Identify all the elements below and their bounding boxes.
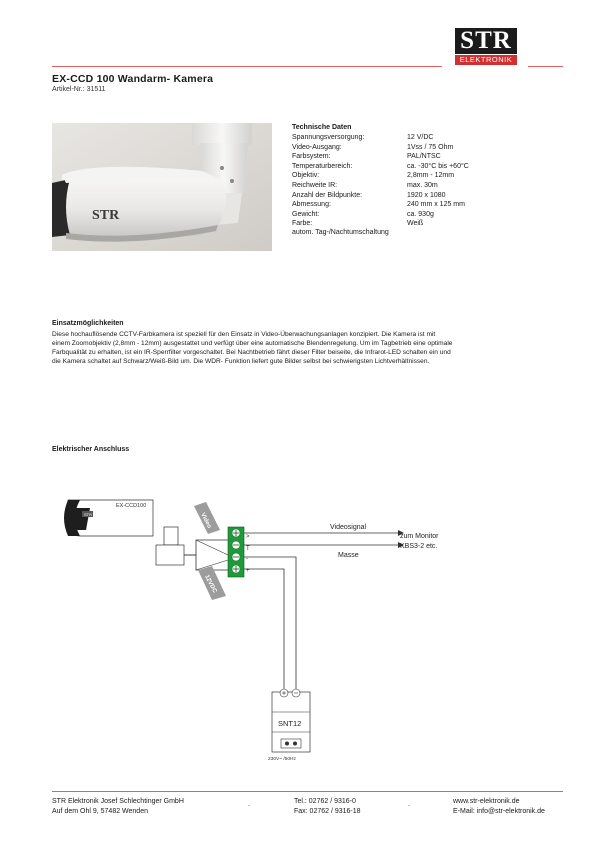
spec-value: 240 mm x 125 mm xyxy=(407,201,465,209)
mount-arm xyxy=(164,527,178,545)
power-tag xyxy=(198,566,226,600)
spec-note: autom. Tag-/Nachtumschaltung xyxy=(292,229,389,236)
footer-separator-2: . xyxy=(408,801,410,808)
mount-base xyxy=(156,545,184,565)
camera-symbol xyxy=(64,500,153,536)
monitor-label-line2: KBS3-2 etc. xyxy=(400,543,438,550)
footer-company xyxy=(52,797,184,817)
footer-web-link[interactable]: www.str-elektronik.de xyxy=(453,798,520,805)
camera-mark: STR xyxy=(84,512,92,517)
logo-subtext: ELEKTRONIK xyxy=(455,55,517,65)
svg-text:>: > xyxy=(246,534,250,540)
spec-value: 1920 x 1080 xyxy=(407,191,446,199)
logo-text: STR xyxy=(455,28,517,54)
camera-model-label: EX-CCD100 xyxy=(116,503,147,509)
article-number: Artikel-Nr.: 31511 xyxy=(52,86,106,93)
psu-label: SNT12 xyxy=(278,719,302,728)
spec-label: Reichweite IR: xyxy=(292,182,338,189)
mains-label: 230V~ /50Hz xyxy=(268,757,296,762)
spec-label: Anzahl der Bildpunkte: xyxy=(292,191,363,199)
footer-company-name: STR Elektronik Josef Schlechtinger GmbH xyxy=(52,798,184,805)
footer-rule xyxy=(52,791,563,792)
usage-heading: Einsatzmöglichkeiten xyxy=(52,320,124,327)
spec-value: 12 V/DC xyxy=(407,134,434,141)
videosignal-label: Videosignal xyxy=(330,524,367,531)
terminal-block xyxy=(228,527,244,577)
specs-heading: Technische Daten xyxy=(292,124,352,131)
footer-tel: Tel.: 02762 / 9316-0 xyxy=(294,798,356,805)
psu-snt12 xyxy=(272,689,310,752)
usage-line: Diese hochauflösende CCTV-Farbkamera ist speziell für den Einsatz in Video-Überwachungsanlagen konzipiert. Die Kamera ist mit xyxy=(52,331,436,338)
page-title: EX-CCD 100 Wandarm- Kamera xyxy=(52,73,214,85)
monitor-label-line1: zum Monitor xyxy=(400,533,439,540)
spec-value: ca. 930g xyxy=(407,210,434,218)
masse-label: Masse xyxy=(338,552,359,559)
footer-fax: Fax: 02762 / 9316-18 xyxy=(294,808,361,815)
wiring-heading: Elektrischer Anschluss xyxy=(52,446,130,453)
spec-value: PAL/NTSC xyxy=(407,153,441,161)
spec-label: Temperaturbereich: xyxy=(292,162,353,170)
photo-brand-mark: STR xyxy=(92,208,120,223)
svg-text:+: + xyxy=(246,568,250,574)
spec-value: ca. -30°C bis +60°C xyxy=(407,162,469,170)
spec-label: Objektiv: xyxy=(292,172,320,180)
footer-contact xyxy=(453,797,545,817)
spec-label: Gewicht: xyxy=(292,210,320,218)
spec-label: Spannungsversorgung: xyxy=(292,134,365,141)
svg-text:-: - xyxy=(246,556,248,562)
footer-separator-1: . xyxy=(248,801,250,808)
footer-email-link[interactable]: E-Mail: info@str-elektronik.de xyxy=(453,808,545,815)
spec-value: 2,8mm - 12mm xyxy=(407,172,455,180)
spec-value: 1Vss / 75 Ohm xyxy=(407,143,454,151)
spec-value: Weiß xyxy=(407,220,424,228)
spec-label: Farbsystem: xyxy=(292,153,331,161)
video-tag xyxy=(194,502,220,534)
svg-text:T: T xyxy=(246,546,250,552)
power-tag-text: 12VDC xyxy=(203,574,218,595)
spec-value: max. 30m xyxy=(407,182,438,189)
spec-label: Video-Ausgang: xyxy=(292,143,342,151)
spec-label: Farbe: xyxy=(292,220,313,228)
footer-address: Auf dem Ohl 9, 57482 Wenden xyxy=(52,808,148,815)
video-tag-text: Video xyxy=(199,512,212,530)
usage-line: einem Zoomobjektiv (2,8mm - 12mm) ausgestattet und verfügt über eine automatische Blendenregelung. Um im Tagbetrieb eine optimale xyxy=(52,340,453,347)
usage-line: Farbqualität zu erhalten, ist ein IR-Sperrfilter vorgeschaltet. Bei Nachtbetrieb fährt dieser Filter beiseite, die Infrarot-LED schalten ein und xyxy=(52,349,451,356)
footer-phone xyxy=(294,797,361,817)
spec-label: Abmessung: xyxy=(292,201,331,209)
usage-line: die Kamera schaltet auf Schwarz/Weiß-Bild um. Die WDR- Funktion liefert gute Bilder selbst bei schwierigsten Lichtverhältnissen. xyxy=(52,358,430,365)
